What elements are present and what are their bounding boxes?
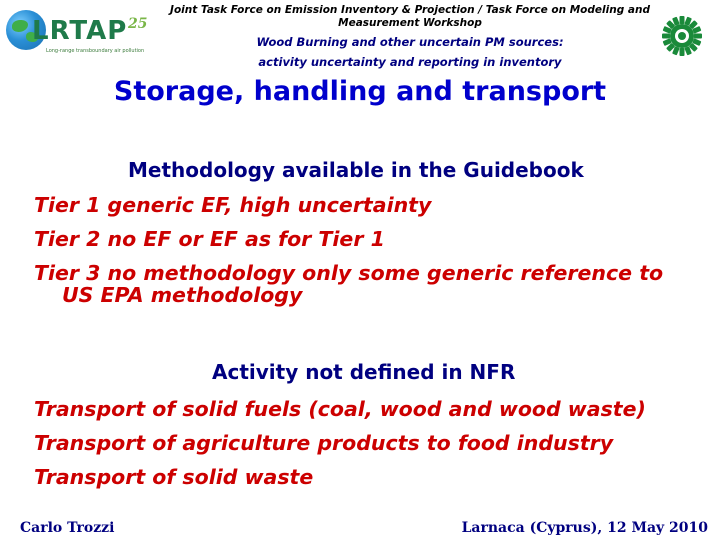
slide-title: Storage, handling and transport — [113, 76, 607, 107]
section-2-heading: Activity not defined in NFR — [212, 360, 516, 384]
workshop-header — [150, 4, 670, 30]
logo-tagline: Long-range transboundary air pollution — [46, 48, 145, 54]
workshop-subheader — [150, 32, 670, 72]
anniversary-label: 25 — [128, 16, 148, 32]
list-item-continuation: US EPA methodology — [62, 283, 303, 307]
list-item: Transport of solid waste — [34, 465, 314, 489]
lrtap-logo — [6, 6, 156, 56]
section-1-heading: Methodology available in the Guidebook — [128, 158, 584, 182]
header-line-1: Joint Task Force on Emission Inventory & Projection / Task Force on Modeling and — [170, 4, 650, 16]
header-line-2: Measurement Workshop — [338, 17, 482, 29]
list-item: Transport of solid fuels (coal, wood and wood waste) — [34, 397, 646, 421]
footer-place-date: Larnaca (Cyprus), 12 May 2010 — [461, 520, 708, 536]
section-1-list — [34, 188, 714, 306]
subheader-line-2: activity uncertainty and reporting in inventory — [258, 55, 562, 69]
list-item: Transport of agriculture products to food industry — [34, 431, 614, 455]
lrtap-logo-text: LRTAP — [32, 16, 128, 46]
list-item: Tier 2 no EF or EF as for Tier 1 — [34, 227, 385, 251]
footer-author: Carlo Trozzi — [20, 520, 115, 536]
list-item: Tier 1 generic EF, high uncertainty — [34, 193, 432, 217]
subheader-line-1: Wood Burning and other uncertain PM sources: — [256, 35, 564, 49]
list-item: Tier 3 no methodology only some generic reference to — [34, 261, 664, 285]
section-2-list — [34, 392, 714, 494]
